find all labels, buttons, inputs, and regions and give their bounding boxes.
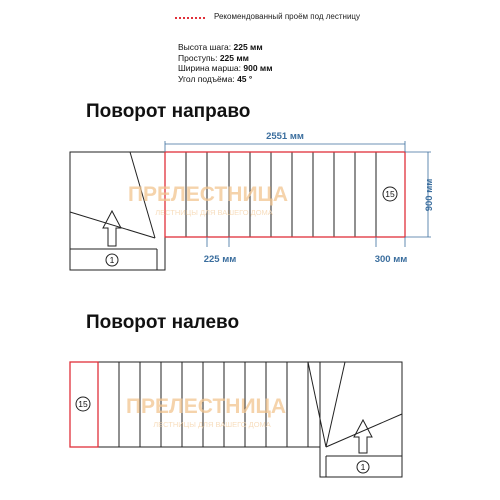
- width-dimension: 900 мм: [424, 178, 435, 212]
- watermark-tagline: ЛЕСТНИЦЫ ДЛЯ ВАШЕГО ДОМА: [155, 208, 273, 217]
- spec-row: Ширина марша: 900 мм: [178, 63, 273, 73]
- spec-row: Высота шага: 225 мм: [178, 42, 263, 52]
- last-step-number: 15: [385, 189, 395, 199]
- last-step-number: 15: [78, 399, 88, 409]
- winder-line: [308, 362, 326, 447]
- watermark-logo-text: ПРЕЛЕСТНИЦА: [125, 395, 287, 418]
- watermark-logo-text: ПРЕЛЕСТНИЦА: [127, 183, 289, 206]
- legend-text: Рекомендованный проём под лестницу: [214, 12, 360, 21]
- last-step-dimension: 300 мм: [374, 254, 408, 265]
- right-turn-title: Поворот направо: [86, 101, 251, 122]
- spec-row: Проступь: 225 мм: [178, 52, 249, 63]
- step-dimension: 225 мм: [203, 254, 237, 265]
- watermark-tagline: ЛЕСТНИЦЫ ДЛЯ ВАШЕГО ДОМА: [153, 420, 271, 429]
- direction-arrow-icon: [354, 420, 372, 453]
- first-step-number: 1: [360, 462, 366, 472]
- winder-line: [70, 212, 155, 238]
- watermark-top: [128, 183, 288, 217]
- length-dimension: 2551 мм: [266, 131, 304, 142]
- watermark-bottom: [126, 395, 286, 429]
- winder-line: [326, 362, 345, 447]
- winder-line: [326, 414, 402, 447]
- winder-outline: [70, 152, 165, 270]
- direction-arrow-icon: [103, 211, 121, 246]
- spec-row: Угол подъёма: 45 °: [178, 73, 253, 84]
- left-turn-title: Поворот налево: [86, 312, 240, 333]
- first-step-number: 1: [109, 255, 115, 265]
